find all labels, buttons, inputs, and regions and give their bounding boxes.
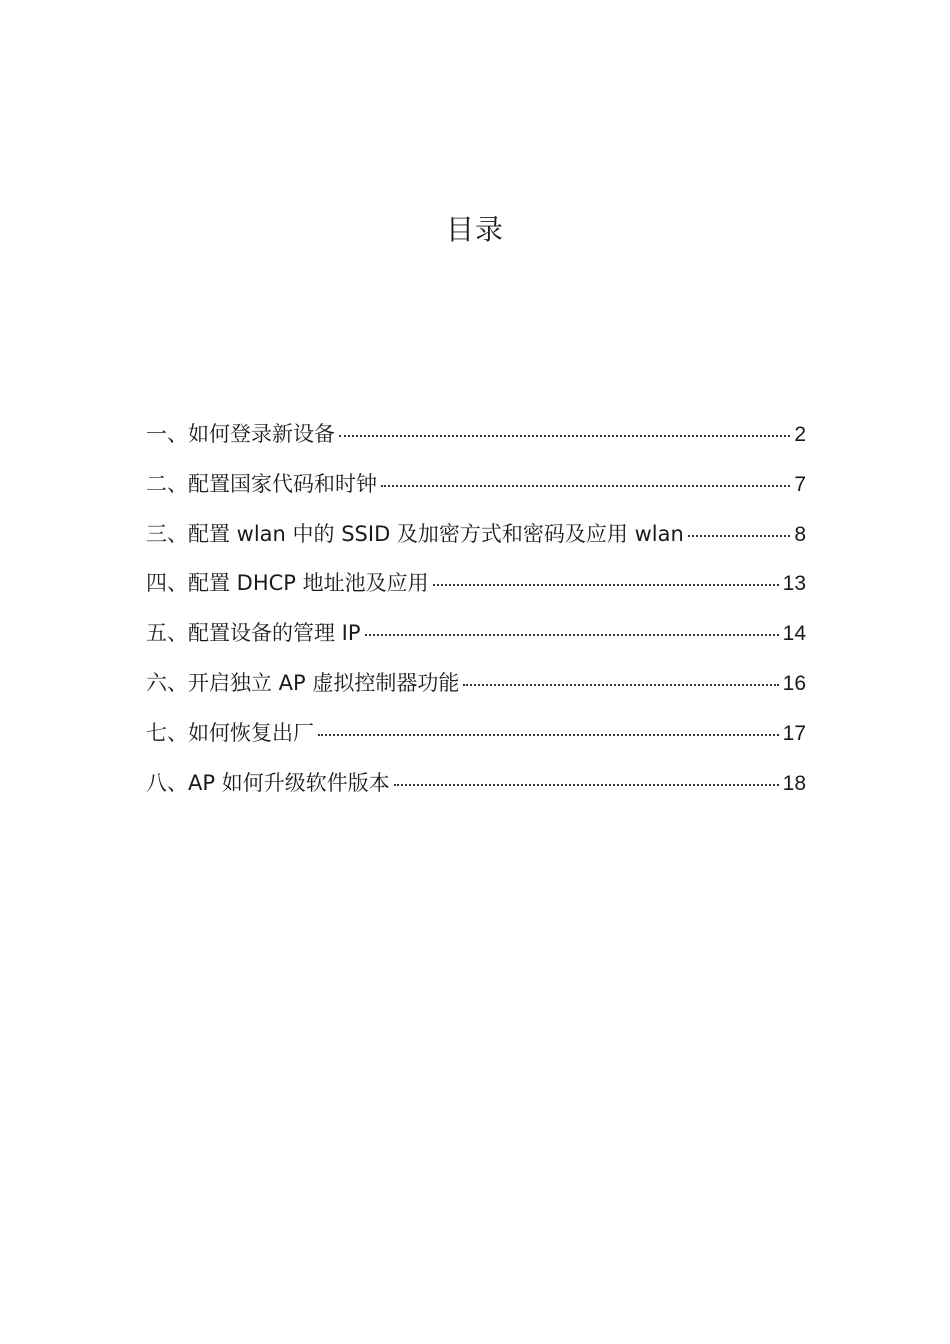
- toc-entry-text: 八、AP 如何升级软件版本: [146, 770, 390, 795]
- toc-entry-text: 四、配置 DHCP 地址池及应用: [146, 571, 429, 596]
- toc-dot-leader: [433, 564, 779, 586]
- toc-entry[interactable]: [146, 767, 806, 817]
- toc-entry[interactable]: [146, 468, 806, 518]
- toc-page-number: 14: [782, 622, 806, 646]
- toc-page-number: 7: [794, 472, 806, 496]
- toc-list: [146, 418, 806, 816]
- toc-entry[interactable]: [146, 418, 806, 468]
- toc-entry[interactable]: [146, 667, 806, 717]
- toc-page-number: 2: [794, 423, 806, 446]
- toc-entry[interactable]: [146, 518, 806, 568]
- toc-dot-leader: [365, 614, 779, 636]
- toc-dot-leader: [339, 415, 790, 437]
- toc-page-number: 17: [782, 721, 806, 745]
- toc-entry[interactable]: [146, 617, 806, 667]
- toc-page-number: 16: [782, 671, 806, 695]
- toc-entry-text: 二、配置国家代码和时钟: [146, 471, 377, 496]
- toc-page-number: 8: [794, 522, 806, 546]
- toc-entry-text: 一、如何登录新设备: [146, 422, 335, 446]
- toc-page-number: 13: [782, 572, 806, 596]
- toc-title: 目录: [445, 213, 504, 246]
- toc-entry[interactable]: [146, 567, 806, 617]
- toc-entry-text: 五、配置设备的管理 IP: [146, 621, 361, 646]
- toc-dot-leader: [381, 465, 790, 487]
- toc-entry-text: 六、开启独立 AP 虚拟控制器功能: [146, 670, 460, 695]
- toc-entry[interactable]: [146, 717, 806, 767]
- toc-dot-leader: [318, 714, 779, 736]
- toc-dot-leader: [688, 515, 791, 537]
- toc-dot-leader: [394, 764, 779, 786]
- toc-dot-leader: [463, 664, 778, 686]
- toc-entry-text: 三、配置 wlan 中的 SSID 及加密方式和密码及应用 wlan: [146, 521, 684, 546]
- toc-page-number: 18: [782, 771, 806, 795]
- toc-entry-text: 七、如何恢复出厂: [146, 720, 314, 745]
